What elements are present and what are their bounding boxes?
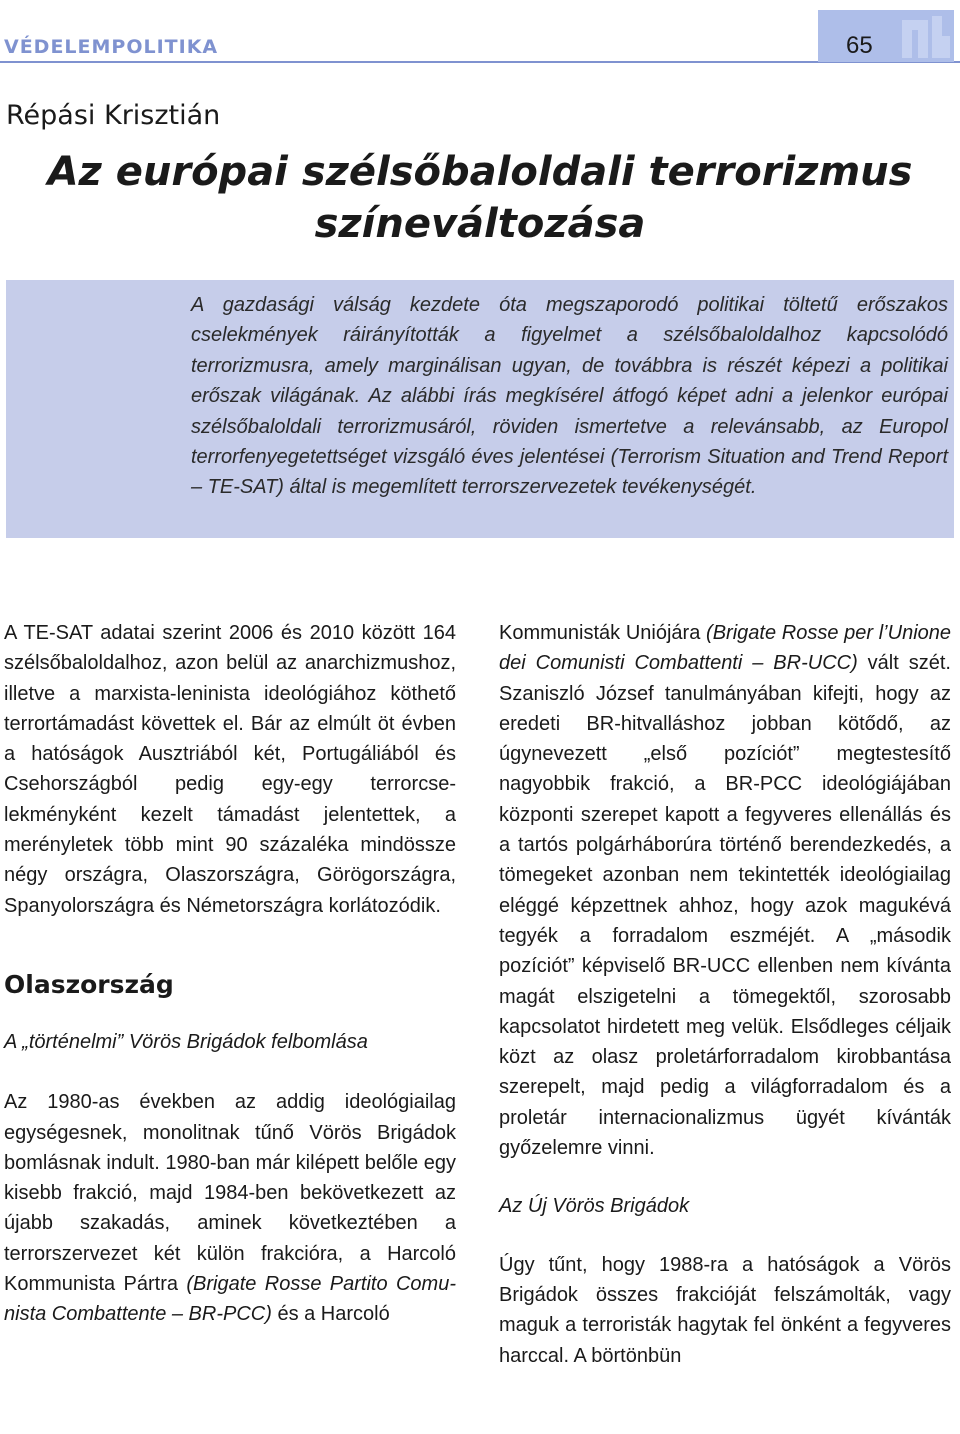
section-heading: Olaszország xyxy=(4,969,174,999)
journal-logo-icon xyxy=(900,16,952,62)
subsection-heading: Az Új Vörös Brigádok xyxy=(499,1195,690,1218)
body-paragraph xyxy=(4,1087,456,1329)
intro-paragraph: A TE-SAT adatai szerint 2006 és 2010 között 164 szélsőbaloldalhoz, azon belül az anarchizmushoz, illetve a marxista-leninista ideológiához köthető terrortámadást követtek el. Bár az elmúlt öt évben a hatóságok Ausztriából két, Portugáliából és Csehországból pedig egy-egy terrorcselekményként kezelt támadást jelentettek, a merényletek több mint 90 százaléka mindössze négy országra, Olaszországra, Görögországra, Spanyolországra és Németországra korlátozódik. xyxy=(4,622,456,917)
left-column xyxy=(4,618,456,1330)
abstract-box xyxy=(6,280,954,538)
abstract-text: A gazdasági válság kezdete óta megszaporodó politikai töltetű erőszakos cselekmények ráirányították a figyelmet a szélsőbaloldalhoz kapcsolódó terrorizmusra, amely marginálisan ugyan, de továbbra is részét képezi a politikai erőszak világának. Az alábbi írás megkísérel átfogó képet adni a jelenkor európai szélsőbaloldali terrorizmusáról, röviden ismertetve a relevánsabb, az Europol terrorfenyegetettséget vizsgáló éves jelentései (Terrorism Situation and Trend Report – TE-SAT) által is megemlített terrorszervezetek tevékenységét. xyxy=(191,294,948,499)
italic-term: (Brigate Rosse Partito Comunista Combattente – BR-PCC) xyxy=(4,1273,457,1326)
header-rule xyxy=(0,61,960,63)
right-column xyxy=(499,618,951,1371)
author-name: Répási Krisztián xyxy=(6,100,221,131)
subsection-heading: A „történelmi” Vörös Brigádok felbomlása xyxy=(4,1030,368,1053)
body-paragraph: Úgy tűnt, hogy 1988-ra a hatóságok a Vörös Brigádok összes frakcióját felszámolták, vagy maguk a terroristák hagytak fel önként a fegyveres harccal. A börtönbün xyxy=(499,1253,951,1367)
body-text: és a Harcoló xyxy=(271,1303,390,1326)
page-number-box xyxy=(818,10,954,62)
article-title xyxy=(0,146,960,250)
body-text: Az 1980-as években az addig ideológiailag egységesnek, monolitnak tűnő Vörös Brigádok bomlásnak indult. 1980-ban már kilépett belőle egy kisebb frakció, majd 1984-ben bekövetkezett az újabb szakadás, aminek következtében a terrorszervezet két külön frakcióra, a Harcoló Kommunista Pártra xyxy=(4,1091,456,1296)
title-line-1: Az európai szélsőbaloldali terrorizmus xyxy=(47,149,913,195)
section-label: VÉDELEMPOLITIKA xyxy=(4,36,219,58)
title-line-2: színeváltozása xyxy=(314,201,646,247)
body-text: vált szét. Szaniszló József tanulmányában kifejti, hogy az eredeti BR-hitvalláshoz jobban kötődő, az úgynevezett „első pozíciót” megtestesítő nagyobbik frakció, a BR-PCC ideológiájában központi szerepet kapott a fegyveres ellenállás és a tartós polgárháborúra történő berendezkedés, a tömegeket azonban nem tekintették ideológiailag eléggé képzettnek ahhoz, hogy azok magukévá tegyék a forradalom eszméjét. A „második pozíciót” képviselő BR-UCC ellenben nem kívánta magát elszigetelni a tömegektől, szorosabb kapcsolatot hirdetett meg velük. Elsődleges céljaik közt az olasz proletárforradalom kirobbantása szerepelt, majd pedig a világforradalom és a proletár internacionalizmus ügyét kívánták győzelemre vinni. xyxy=(499,652,951,1160)
body-text: Kommunisták Uniójára xyxy=(499,622,707,644)
continued-paragraph xyxy=(499,618,951,1163)
italic-term: (Brigate Rosse per l’Unione dei Comunisti Combattenti – BR-UCC) xyxy=(499,622,952,675)
page-number: 65 xyxy=(846,32,873,59)
